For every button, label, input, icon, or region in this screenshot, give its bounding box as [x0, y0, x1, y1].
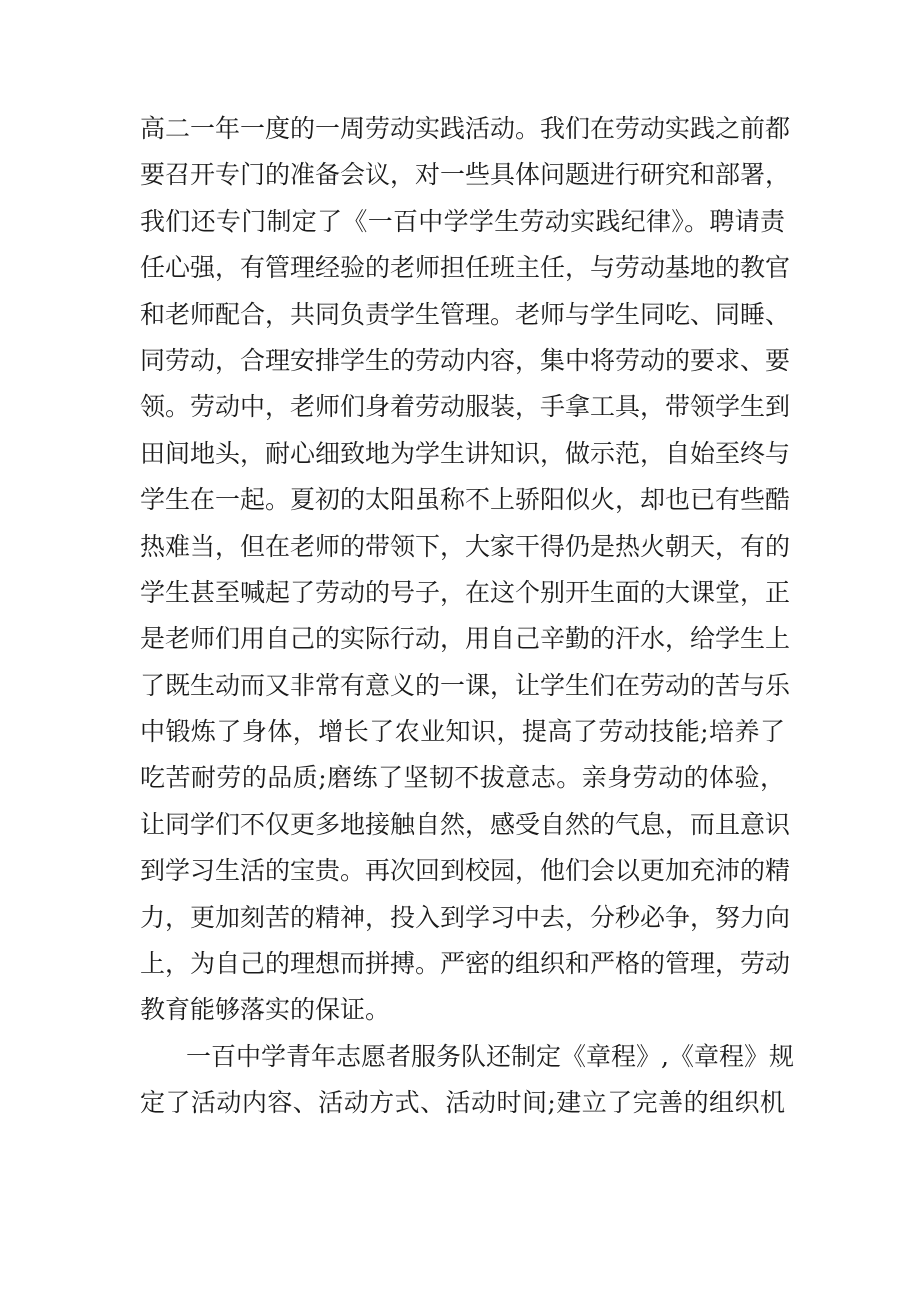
paragraph-1 — [140, 106, 791, 1034]
text-line: 教育能够落实的保证。 — [140, 995, 391, 1025]
text-line: 任心强，有管理经验的老师担任班主任，与劳动基地的教官 — [140, 253, 791, 283]
paragraph-2 — [140, 1034, 794, 1127]
text-line: 到学习生活的宝贵。再次回到校园，他们会以更加充沛的精 — [140, 856, 791, 886]
text-line: 学生在一起。夏初的太阳虽称不上骄阳似火，却也已有些酷 — [140, 485, 791, 515]
text-line: 定了活动内容、活动方式、活动时间;建立了完善的组织机 — [140, 1088, 785, 1118]
text-line: 热难当，但在老师的带领下，大家干得仍是热火朝天，有的 — [140, 531, 791, 561]
text-line: 中锻炼了身体，增长了农业知识，提高了劳动技能;培养了 — [140, 717, 785, 747]
text-line: 上，为自己的理想而拼搏。严密的组织和严格的管理，劳动 — [140, 949, 791, 979]
text-line: 领。劳动中，老师们身着劳动服装，手拿工具，带领学生到 — [140, 392, 791, 422]
text-line: 高二一年一度的一周劳动实践活动。我们在劳动实践之前都 — [140, 114, 791, 143]
text-line: 一百中学青年志愿者服务队还制定《章程》,《章程》规 — [186, 1041, 794, 1071]
text-line: 让同学们不仅更多地接触自然，感受自然的气息，而且意识 — [140, 809, 791, 839]
text-line: 我们还专门制定了《一百中学学生劳动实践纪律》。聘请责 — [140, 206, 785, 236]
text-line: 同劳动，合理安排学生的劳动内容，集中将劳动的要求、要 — [140, 345, 791, 375]
text-line: 和老师配合，共同负责学生管理。老师与学生同吃、同睡、 — [140, 299, 791, 329]
text-line: 田间地头，耐心细致地为学生讲知识，做示范，自始至终与 — [140, 438, 791, 468]
text-line: 是老师们用自己的实际行动，用自己辛勤的汗水，给学生上 — [140, 624, 791, 654]
text-line: 吃苦耐劳的品质;磨练了坚韧不拔意志。亲身劳动的体验， — [140, 763, 785, 793]
text-line: 学生甚至喊起了劳动的号子，在这个别开生面的大课堂，正 — [140, 577, 791, 607]
text-line: 了既生动而又非常有意义的一课，让学生们在劳动的苦与乐 — [140, 670, 791, 700]
body-text — [140, 106, 794, 1127]
text-line: 力，更加刻苦的精神，投入到学习中去，分秒必争，努力向 — [140, 902, 791, 932]
text-line: 要召开专门的准备会议，对一些具体问题进行研究和部署， — [140, 160, 791, 190]
